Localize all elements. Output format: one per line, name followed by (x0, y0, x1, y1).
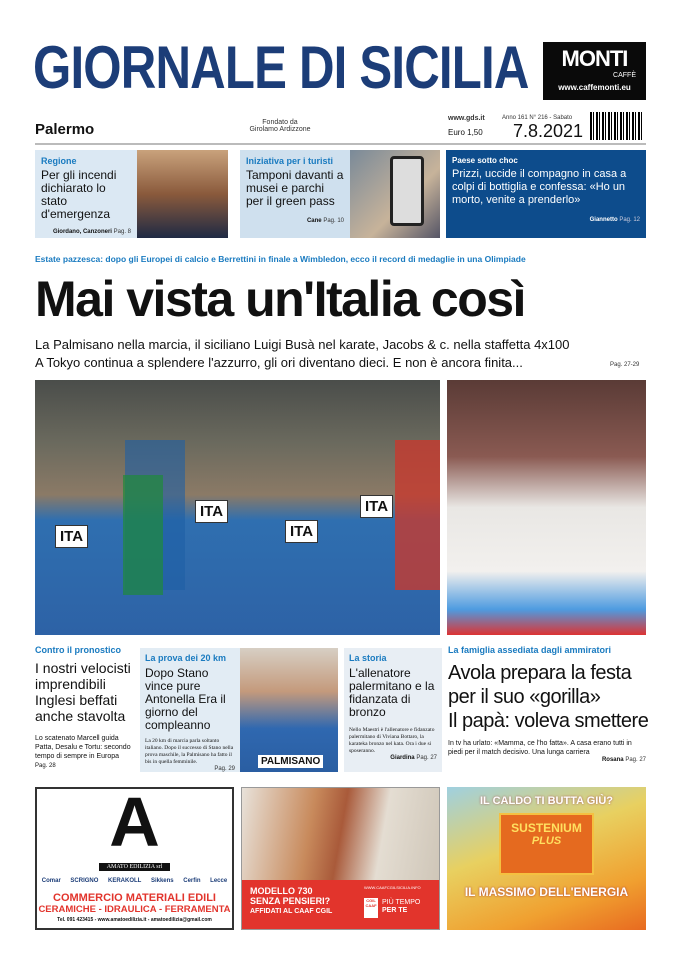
story-kicker: La prova dei 20 km (145, 653, 227, 663)
story-avola[interactable] (448, 645, 649, 763)
cgil-logo: CGIL CAAF (364, 898, 378, 918)
ad-amato-edilizia[interactable] (35, 783, 234, 930)
lead-page-ref: Pag. 27-29 (610, 362, 640, 368)
founder: Girolamo Ardizzone (249, 126, 311, 133)
lead-deck-2: A Tokyo continua a splendere l'azzurro, gli ori diventano dieci. E non è ancora finita... (35, 355, 523, 370)
teaser-headline: Tamponi davanti a musei e parchi per il green pass (246, 168, 344, 208)
teaser-headline: Per gli incendi dichiarato lo stato d'emergenza (41, 168, 117, 221)
brand-logo: Lecce (210, 878, 228, 884)
teaser-green-pass[interactable] (240, 150, 350, 238)
teaser-regione[interactable] (35, 150, 137, 238)
amato-line2: CERAMICHE - IDRAULICA - FERRAMENTA (38, 904, 231, 915)
story-kicker: Contro il pronostico (35, 645, 121, 655)
byline: Giannetto (589, 217, 618, 223)
teaser-kicker: Regione (41, 156, 77, 166)
photo-phone-green-pass (350, 150, 440, 238)
brand-logo: Sikkens (150, 878, 174, 884)
amato-contact: Tel. 091 423415 - www.amatoedilizia.it - amatoedilizia@gmail.com (57, 917, 212, 923)
story-palmisano[interactable] (140, 648, 240, 772)
bib: ITA (285, 520, 318, 543)
sustenium-top: IL CALDO TI BUTTA GIÙ? (479, 795, 613, 807)
page-ref: Pag. 10 (323, 218, 344, 224)
photo-palmisano (240, 648, 338, 772)
story-headline: I nostri velocisti imprendibili Inglesi beffati anche stavolta (35, 660, 131, 724)
byline: Cane (306, 218, 322, 224)
photo-musumeci (137, 150, 228, 238)
divider (35, 143, 646, 145)
page-ref: Pag. 27 (625, 757, 646, 763)
monti-ad[interactable] (543, 42, 646, 100)
brand-logo: KERAKOLL (108, 878, 142, 884)
ad-photo-woman-headphones (242, 788, 439, 880)
story-headline: Avola prepara la festa per il suo «gorilla» Il papà: voleva smettere (448, 662, 649, 732)
sustenium-sub: PLUS (531, 835, 562, 847)
bib: ITA (55, 525, 88, 548)
edition-city: Palermo (35, 121, 95, 138)
story-kicker: La storia (349, 653, 387, 663)
bib: ITA (360, 495, 393, 518)
teaser-prizzi[interactable] (446, 150, 646, 238)
brand-logo: SCRIGNO (70, 878, 99, 884)
amato-logo: A (109, 783, 160, 861)
issue: Anno 161 N° 216 - Sabato (502, 115, 573, 121)
caaf-url: WWW.CAAFCGILSICILIA.INFO (364, 885, 421, 890)
page-ref: Pag. 12 (619, 217, 640, 223)
amato-company: AMATO EDILIZIA srl (99, 863, 171, 871)
story-headline: L'allenatore palermitano e la fidanzata di bronzo (349, 666, 435, 719)
teaser-kicker: Paese sotto choc (452, 156, 518, 165)
bib: ITA (195, 500, 228, 523)
site: www.gds.it (448, 115, 485, 122)
caaf-line3: AFFIDATI AL CAAF CGIL (250, 908, 333, 915)
story-velocisti[interactable] (35, 645, 133, 771)
page-ref: Pag. 29 (214, 766, 235, 772)
caaf-line1: MODELLO 730 (250, 886, 313, 896)
caaf-tagline: PIÙ TEMPO PER TE (382, 899, 421, 914)
page-ref: Pag. 28 (35, 763, 56, 769)
page-ref: Pag. 27 (416, 755, 437, 761)
story-body: In tv ha urlato: «Mamma, ce l'ho fatta». A casa erano tutti in piedi per il match decisivo. Una lunga carriera (448, 740, 632, 756)
sustenium-bottom: IL MASSIMO DELL'ENERGIA (464, 885, 629, 899)
date: 7.8.2021 (513, 121, 584, 141)
lead-deck-1: La Palmisano nella marcia, il siciliano Luigi Busà nel karate, Jacobs & c. nella staffetta 4x100 (35, 337, 570, 352)
barcode (590, 112, 644, 140)
byline: Giardina (390, 755, 415, 761)
caaf-line2: SENZA PENSIERI? (250, 896, 331, 906)
masthead-title: GIORNALE DI SICILIA (33, 34, 529, 101)
story-body: Nello Maestri è l'allenatore e fidanzato palermitano di Viviana Bottaro, la karateka bronzo nel kata. Ora i due si sposeranno. (349, 727, 435, 754)
byline: Giordano, Canzoneri (52, 229, 112, 235)
photo-busa-karate (447, 380, 646, 635)
teaser-headline: Prizzi, uccide il compagno in casa a colpi di bottiglia e confessa: «Ho un morto, venite a prenderlo» (452, 168, 627, 206)
story-kicker: La famiglia assediata dagli ammiratori (448, 645, 612, 655)
brand-logo: Comar (41, 878, 61, 884)
teaser-kicker: Iniziativa per i turisti (246, 156, 334, 166)
sustenium-box (499, 813, 594, 875)
price: Euro 1,50 (448, 128, 483, 137)
lead-headline: Mai vista un'Italia così (35, 271, 525, 327)
story-allenatore[interactable] (344, 648, 442, 772)
founded-text: Fondato da (262, 119, 298, 126)
page-ref: Pag. 8 (113, 229, 131, 235)
lead-kicker: Estate pazzesca: dopo gli Europei di calcio e Berrettini in finale a Wimbledon, ecco il record di medaglie in una Olimpiade (35, 254, 526, 264)
amato-line1: COMMERCIO MATERIALI EDILI (53, 892, 216, 904)
ad-caaf-cgil[interactable] (241, 787, 440, 930)
byline: Rosana (601, 757, 624, 763)
monti-url: www.caffemonti.eu (558, 83, 631, 92)
story-headline: Dopo Stano vince pure Antonella Era il giorno del compleanno (145, 666, 226, 732)
founded-label (240, 119, 320, 133)
monti-logo: MONTI (561, 46, 628, 71)
bib: PALMISANO (258, 755, 323, 768)
story-body: Lo scatenato Marcell guida Patta, Desalu e Tortu: secondo tempo di sempre in Europa Pag. 28 (35, 735, 131, 769)
story-body: La 20 km di marcia parla soltanto italiano. Dopo il successo di Stano nella prova maschile, la Palmisano ha fatto il bis in quella femminile. (145, 738, 234, 765)
ad-sustenium[interactable] (447, 787, 646, 930)
monti-sub: CAFFÈ (613, 72, 636, 79)
brand-logo: Cerfin (183, 878, 201, 884)
sustenium-product: SUSTENIUM (511, 821, 582, 835)
photo-relay-team (35, 380, 440, 635)
